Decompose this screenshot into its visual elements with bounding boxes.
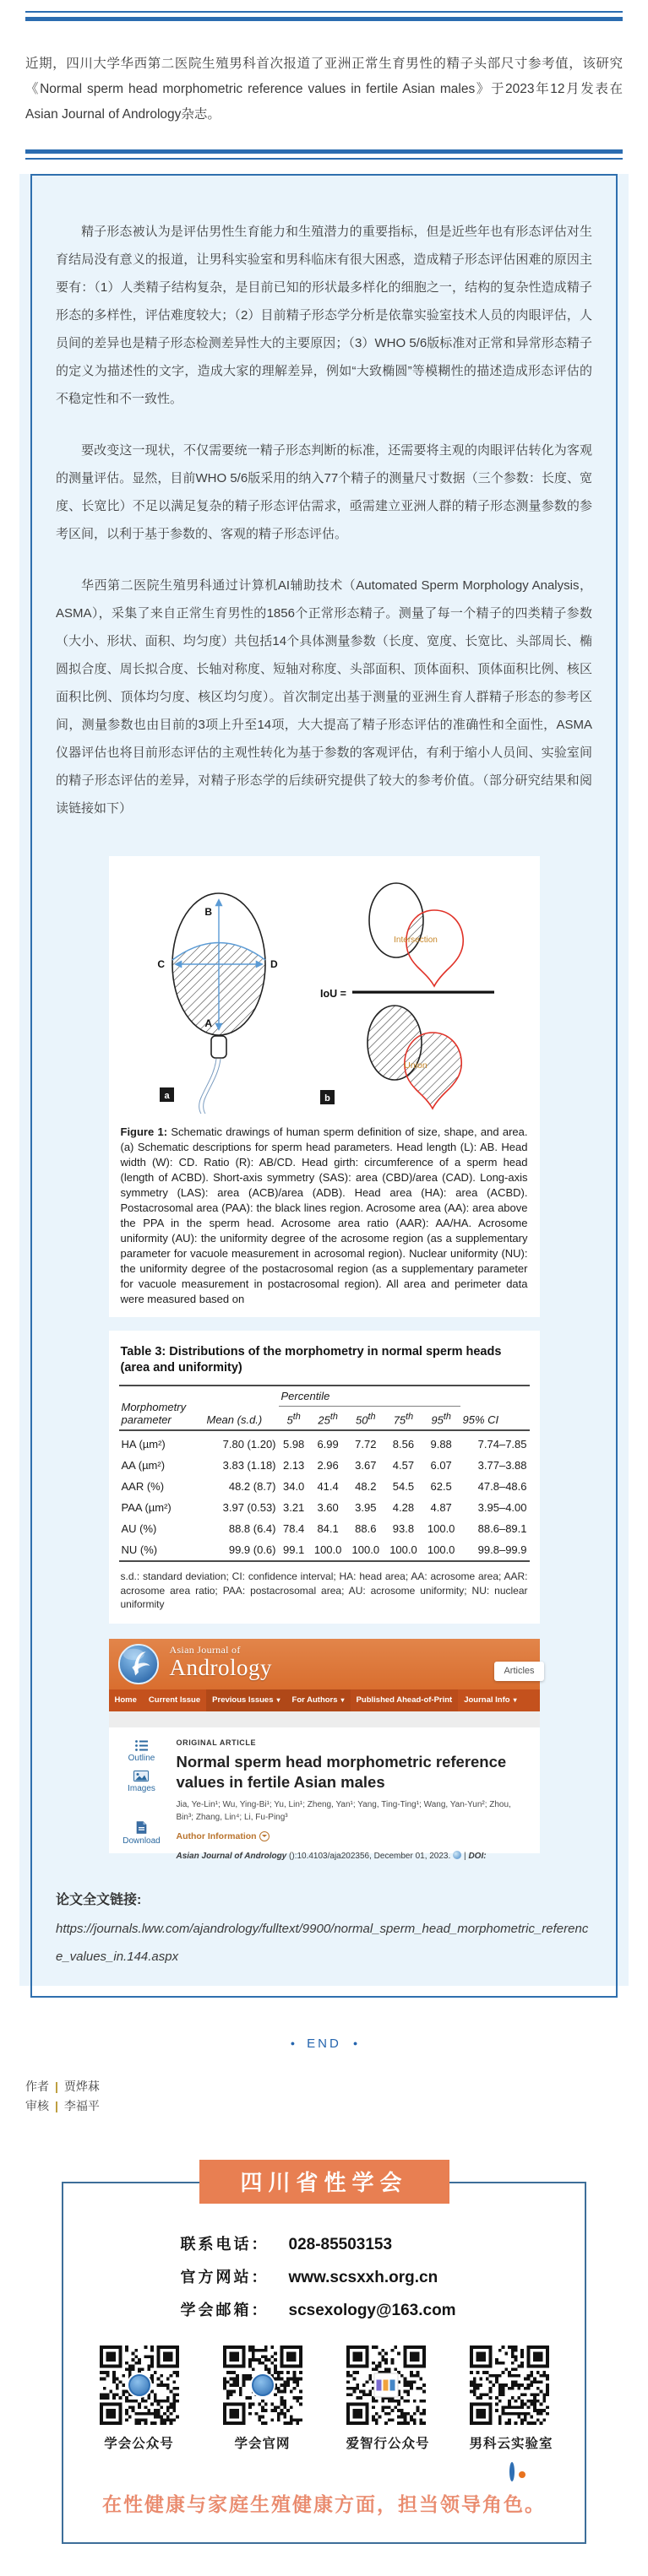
chevron-circle-icon — [259, 1831, 270, 1841]
cell: 5.98 — [282, 1438, 305, 1451]
cell: 100.0 — [427, 1543, 455, 1557]
table-row — [119, 1518, 530, 1539]
cell: 100.0 — [351, 1543, 380, 1557]
intersection-label: Intersection — [393, 935, 438, 945]
globe-icon — [453, 1851, 461, 1859]
contact-website: 官方网站： www.scsxxh.org.cn — [180, 2268, 438, 2286]
label-D: D — [270, 958, 278, 970]
cell: 6.99 — [317, 1438, 339, 1451]
cell: 3.77–3.88 — [477, 1459, 527, 1472]
cell: 4.87 — [430, 1501, 452, 1515]
cell: 4.28 — [392, 1501, 415, 1515]
cell: AAR (%) — [121, 1480, 165, 1494]
journal-masthead — [109, 1639, 540, 1689]
contact-email: 学会邮箱： scsexology@163.com — [180, 2301, 456, 2319]
iou-label: IoU = — [319, 988, 346, 1000]
figure-1 — [109, 856, 540, 1317]
nav-for-authors[interactable]: For Authors ▾ — [286, 1689, 351, 1711]
cell: 3.83 (1.18) — [222, 1459, 276, 1472]
journal-screenshot — [109, 1639, 540, 1861]
chevron-down-icon: ▾ — [340, 1696, 345, 1705]
bullet-icon: ● — [352, 2038, 358, 2047]
journal-toolbar-strip — [109, 1711, 540, 1727]
chevron-down-icon: ▾ — [513, 1696, 517, 1705]
article-authors: Jia, Ye-Lin¹; Wu, Ying-Bi¹; Yu, Lin¹; Zheng, Yan¹; Yang, Ting-Ting¹; Wang, Yan-Yun²; Zhou, Bin³; Zhang, Lin⁴; Li, Fu-Ping³ — [176, 1799, 511, 1823]
col-header-parameter: Morphometry parameter — [121, 1401, 187, 1427]
nav-published-ahead[interactable]: Published Ahead-of-Print — [351, 1689, 459, 1711]
pct-header: 50th — [356, 1412, 376, 1427]
cell: 34.0 — [282, 1480, 305, 1494]
body-paragraph: 华西第二医院生殖男科通过计算机AI辅助技术（Automated Sperm Morphology Analysis，ASMA），采集了来自正常生育男性的1856个正常形态精子。测量了每一个精子的四类精子参数（大小、形状、面积、均匀度）共包括14个具体测量参数（长度、宽度、长宽比、头部周长、椭圆拟合度、周长拟合度、长轴对称度、短轴对称度、头部面积、顶体面积、顶体面积比例、核区面积比例、顶体均匀度、核区均匀度）。首次制定出基于测量的亚洲生育人群精子形态的参考区间，测量参数也由目前的3项上升至14项，大大提高了精子形态评估的准确性和全面性，ASMA仪器评估也将目前形态评估的主观性转化为基于参数的客观评估，有利于缩小人员间、实验室间的精子形态评估的差异，对精子形态学的后续研究提供了较大的参考价值。（部分研究结果和阅读链接如下） — [56, 578, 592, 816]
fulltext-link-label: 论文全文链接: — [56, 1892, 142, 1907]
cell: AU (%) — [121, 1522, 157, 1536]
table-row — [119, 1476, 530, 1497]
fulltext-link-url[interactable]: https://journals.lww.com/ajandrology/fulltext/9900/normal_sperm_head_morphometric_reference_values_in.144.aspx — [56, 1921, 589, 1964]
cell: 2.13 — [282, 1459, 305, 1472]
reviewer-credit: 审核 | 李福平 — [25, 2098, 100, 2112]
col-header-mean: Mean (s.d.) — [206, 1413, 263, 1427]
association-footer — [0, 2160, 648, 2544]
table-footnote: s.d.: standard deviation; CI: confidence interval; HA: head area; AA: acrosome area; AAR: acrosome area ratio; PAA: postacrosomal area; AU: acrosome uniformity; NU: nuclear uniformity — [120, 1570, 528, 1611]
sperm-schematic-figure — [109, 861, 540, 1116]
qr-cloud-lab: 男科云实验室 — [470, 2346, 549, 2452]
cell: 84.1 — [317, 1522, 339, 1536]
cell: 100.0 — [313, 1543, 342, 1557]
end-label: END — [307, 2036, 341, 2051]
chevron-down-icon: ▾ — [276, 1696, 280, 1705]
table-row — [119, 1430, 530, 1455]
col-header-ci: 95% CI — [462, 1413, 499, 1427]
panel-b-label: b — [324, 1093, 330, 1104]
cell: PAA (µm²) — [121, 1501, 172, 1515]
nav-journal-info[interactable]: Journal Info ▾ — [464, 1695, 517, 1706]
association-logo-icon — [250, 2373, 275, 2398]
cell: 99.9 (0.6) — [228, 1543, 276, 1557]
author-credit: 作者 | 贾烨菻 — [25, 2079, 100, 2093]
article-citation: Asian Journal of Andrology ():10.4103/aja202356, December 01, 2023. | DOI: — [176, 1851, 487, 1861]
table-title: Table 3: Distributions of the morphometry in normal sperm heads (area and uniformity) — [120, 1345, 502, 1375]
bullet-icon: ● — [290, 2038, 296, 2047]
content-panel — [19, 174, 629, 1998]
cell: 47.8–48.6 — [477, 1480, 527, 1494]
cell: 48.2 — [355, 1480, 377, 1494]
aja-logo-icon — [117, 1643, 160, 1685]
pct-header: 25th — [318, 1412, 338, 1427]
cell: 8.56 — [392, 1438, 415, 1451]
figure-caption-label: Figure 1: — [120, 1125, 168, 1138]
pdf-download-icon — [136, 1821, 147, 1834]
qr-official-site: 学会官网 — [223, 2346, 302, 2452]
cell: 7.80 (1.20) — [222, 1438, 276, 1451]
journal-sidebar — [109, 1727, 175, 1853]
intro-paragraph: 近期，四川大学华西第二医院生殖男科首次报道了亚洲正常生育男性的精子头部尺寸参考值，该研究《Normal sperm head morphometric reference values in fertile Asian males》于2023年12月发表在Asian Journal of Andrology杂志。 — [25, 57, 623, 122]
nav-current-issue[interactable]: Current Issue — [148, 1695, 201, 1706]
cell: 54.5 — [392, 1480, 415, 1494]
association-card — [62, 2182, 586, 2544]
cell: 41.4 — [317, 1480, 339, 1494]
qr-code-row — [80, 2346, 568, 2452]
pct-header: 5th — [286, 1412, 301, 1427]
cell: 99.1 — [282, 1543, 305, 1557]
pipe-separator: | — [55, 2079, 58, 2093]
cell: 88.8 (6.4) — [228, 1522, 276, 1536]
cell: HA (µm²) — [121, 1438, 166, 1451]
cell: NU (%) — [121, 1543, 158, 1557]
figure-caption: Figure 1: Schematic drawings of human sperm definition of size, shape, and area. (a) Schematic descriptions for sperm head parameters. Head length (L): AB. Head width (W): CD. Ratio (R): AB/CD. Head girth: circumference of a sperm head (length of ACBD). Short-axis symmetry (SAS): area (CBD)/area (CAD). Long-axis symmetry (LAS): area (ACB)/area (ADB). Head area (HA): area (ACBD). Postacrosomal area (PAA): the black lines region. Acrosome area (AA): area above the PPA in the sperm head. Acrosome area ratio (AAR): AA/HA. Acrosome uniformity (AU): the uniformity degree of the acrosome region (as a supplementary parameter for vacuole measurement in acrosomal region). Nuclear uniformity (NU): the uniformity degree of the postacrosomal region (as a supplementary parameter for vacuole measurement in postacrosomal region). All area and perimeter data were measured based on — [120, 1125, 528, 1305]
pct-header: 75th — [393, 1412, 414, 1427]
cell: 4.57 — [392, 1459, 415, 1472]
cell: 7.74–7.85 — [477, 1438, 527, 1451]
end-marker — [0, 2036, 648, 2052]
union-label: Union — [403, 1060, 427, 1071]
pct-header: 95th — [431, 1412, 451, 1427]
cell: 88.6 — [355, 1522, 377, 1536]
journal-article-main — [175, 1727, 540, 1861]
journal-nav — [109, 1689, 540, 1711]
aizhixing-logo-icon — [373, 2373, 398, 2397]
table-row — [119, 1539, 530, 1561]
morphometry-table — [119, 1385, 530, 1562]
label-B: B — [204, 906, 212, 918]
images-icon — [133, 1771, 149, 1782]
contact-phone: 联系电话： 028-85503153 — [180, 2235, 393, 2253]
panel-border-box — [30, 174, 618, 1998]
cell: 9.88 — [430, 1438, 452, 1451]
nav-previous-issues[interactable]: Previous Issues ▾ — [206, 1689, 286, 1711]
cell: 93.8 — [392, 1522, 415, 1536]
divider-line — [25, 11, 623, 13]
cell: 100.0 — [427, 1522, 455, 1536]
author-information-link[interactable]: Author Information — [177, 1831, 530, 1841]
slogan: 在性健康与家庭生殖健康方面，担当领导角色。 — [102, 2493, 546, 2515]
sidebar-outline[interactable]: Outline — [128, 1740, 155, 1763]
table-row — [119, 1455, 530, 1476]
cell: 48.2 (8.7) — [228, 1480, 276, 1494]
outline-icon — [135, 1740, 149, 1751]
table-3 — [109, 1331, 540, 1624]
label-A: A — [204, 1017, 212, 1029]
journal-name: Asian Journal of Andrology — [169, 1643, 272, 1680]
table-row — [119, 1497, 530, 1518]
top-divider — [25, 0, 623, 21]
article-type: ORIGINAL ARTICLE — [176, 1738, 257, 1747]
cloud-lab-logo-icon — [509, 2462, 515, 2481]
credits — [25, 2077, 623, 2116]
cell: 78.4 — [282, 1522, 305, 1536]
col-header-percentile: Percentile — [279, 1386, 460, 1407]
qr-code — [470, 2346, 549, 2425]
sidebar-images[interactable]: Images — [128, 1771, 155, 1793]
cell: 3.60 — [317, 1501, 339, 1515]
cell: AA (µm²) — [121, 1459, 166, 1472]
cell: 3.95 — [355, 1501, 377, 1515]
journal-article-area — [109, 1727, 540, 1861]
cell: 100.0 — [389, 1543, 417, 1557]
cell: 2.96 — [317, 1459, 339, 1472]
divider-line — [25, 158, 623, 160]
article-title: Normal sperm head morphometric reference values in fertile Asian males — [176, 1752, 507, 1791]
sidebar-download[interactable]: Download — [123, 1821, 160, 1846]
cell: 99.8–99.9 — [477, 1543, 527, 1557]
association-banner: 四川省性学会 — [199, 2160, 449, 2204]
panel-a-label: a — [163, 1091, 170, 1101]
cell: 7.72 — [355, 1438, 377, 1451]
cell: 62.5 — [430, 1480, 452, 1494]
cell: 3.97 (0.53) — [222, 1501, 276, 1515]
qr-aizhixing-account: 爱智行公众号 — [346, 2346, 426, 2452]
cell: 3.21 — [282, 1501, 305, 1515]
pipe-separator: | — [55, 2098, 58, 2112]
qr-official-account: 学会公众号 — [100, 2346, 179, 2452]
nav-home[interactable]: Home — [114, 1695, 137, 1706]
bottom-divider — [25, 149, 623, 160]
body-paragraph: 精子形态被认为是评估男性生育能力和生殖潜力的重要指标，但是近些年也有形态评估对生育结局没有意义的报道，让男科实验室和男科临床有很大困惑，造成精子形态评估困难的原因主要有：（1）人类精子结构复杂，是目前已知的形状最多样化的细胞之一，结构的复杂性造成精子形态的多样性，评估难度较大；（2）目前精子形态学分析是依靠实验室技术人员的肉眼评估，人员间的差异也是精子形态检测差异性大的主要原因；（3）WHO 5/6版标准对正常和异常形态精子的定义为描述性的文字，造成大家的理解差异，例如“大致椭圆”等模糊性的描述造成形态评估的不稳定性和不一致性。 — [56, 225, 592, 406]
cell: 88.6–89.1 — [477, 1522, 527, 1536]
label-C: C — [156, 958, 165, 970]
divider-line — [25, 149, 623, 154]
contact-list — [181, 2232, 468, 2320]
association-logo-icon — [127, 2373, 152, 2398]
articles-button[interactable]: Articles — [494, 1662, 543, 1681]
body-paragraph: 要改变这一现状，不仅需要统一精子形态判断的标准，还需要将主观的肉眼评估转化为客观的测量评估。显然，目前WHO 5/6版采用的纳入77个精子的测量尺寸数据（三个参数：长度、宽度、长宽比）不足以满足复杂的精子形态评估需求，亟需建立亚洲人群的精子形态测量参数的参考区间，以利于基于参数的、客观的精子形态评估。 — [56, 443, 592, 541]
cell: 3.95–4.00 — [477, 1501, 527, 1515]
cell: 3.67 — [355, 1459, 377, 1472]
cell: 6.07 — [430, 1459, 452, 1472]
